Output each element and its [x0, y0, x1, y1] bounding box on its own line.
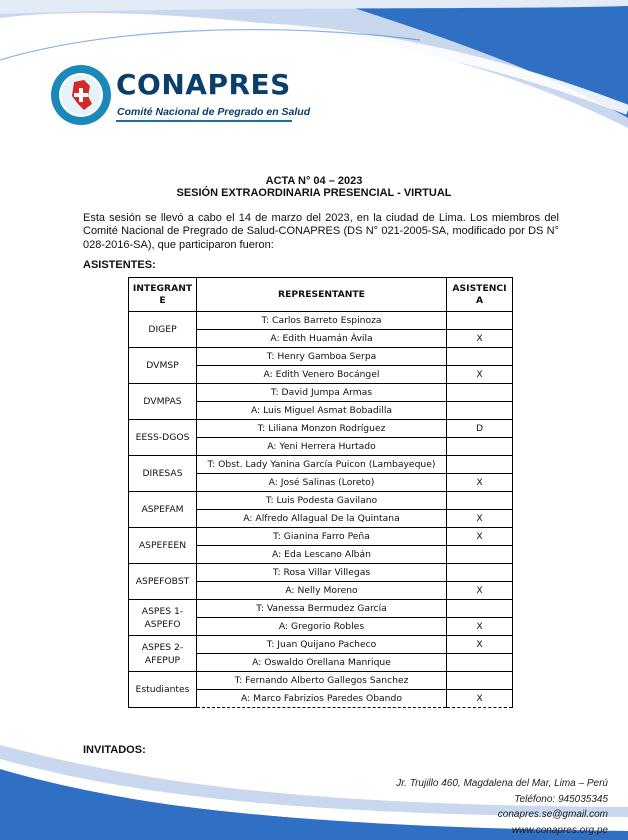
- representante-cell: A: Oswaldo Orellana Manrique: [197, 654, 447, 672]
- integrante-cell: ASPEFOBST: [129, 564, 197, 600]
- integrante-cell: DIGEP: [129, 312, 197, 348]
- asistencia-cell: [447, 456, 513, 474]
- asistencia-cell: X: [447, 582, 513, 600]
- table-body: [129, 312, 513, 708]
- integrante-cell: ASPES 1-ASPEFO: [129, 600, 197, 636]
- table-row: [129, 672, 513, 690]
- integrante-cell: ASPEFAM: [129, 492, 197, 528]
- brand-underline: [116, 120, 292, 122]
- footer-website[interactable]: www.conapres.org.pe: [511, 824, 608, 836]
- brand-name: CONAPRES: [116, 68, 291, 101]
- brand-subtitle: Comité Nacional de Pregrado en Salud: [117, 106, 311, 118]
- table-row: [129, 600, 513, 618]
- integrante-cell: EESS-DGOS: [129, 420, 197, 456]
- asistencia-cell: [447, 600, 513, 618]
- representante-cell: A: Luis Miguel Asmat Bobadilla: [197, 402, 447, 420]
- representante-cell: A: José Salinas (Loreto): [197, 474, 447, 492]
- representante-cell: T: Juan Quijano Pacheco: [197, 636, 447, 654]
- header-representante: REPRESENTANTE: [197, 278, 447, 312]
- asistencia-cell: [447, 492, 513, 510]
- document-subtitle: SESIÓN EXTRAORDINARIA PRESENCIAL - VIRTUAL: [176, 187, 452, 199]
- representante-cell: T: Vanessa Bermudez García: [197, 600, 447, 618]
- table-header-row: [129, 278, 513, 312]
- asistencia-cell: D: [447, 420, 513, 438]
- asistencia-cell: X: [447, 636, 513, 654]
- asistencia-cell: [447, 672, 513, 690]
- integrante-cell: DIRESAS: [129, 456, 197, 492]
- representante-cell: A: Yeni Herrera Hurtado: [197, 438, 447, 456]
- table-row: [129, 312, 513, 330]
- representante-cell: T: Carlos Barreto Espinoza: [197, 312, 447, 330]
- asistencia-cell: X: [447, 690, 513, 708]
- representante-cell: T: Henry Gamboa Serpa: [197, 348, 447, 366]
- representante-cell: T: Liliana Monzon Rodríguez: [197, 420, 447, 438]
- guests-heading: INVITADOS:: [83, 744, 146, 756]
- integrante-cell: ASPES 2-AFEPUP: [129, 636, 197, 672]
- footer-phone: Teléfono: 945035345: [514, 793, 608, 805]
- header-integrante: INTEGRANTE: [129, 278, 197, 312]
- integrante-cell: ASPEFEEN: [129, 528, 197, 564]
- header-asistencia: ASISTENCIA: [447, 278, 513, 312]
- asistencia-cell: [447, 654, 513, 672]
- representante-cell: A: Edith Huamán Ávila: [197, 330, 447, 348]
- document-title: ACTA N° 04 – 2023: [265, 175, 363, 187]
- asistencia-cell: [447, 312, 513, 330]
- representante-cell: T: Luis Podesta Gavilano: [197, 492, 447, 510]
- intro-paragraph: Esta sesión se llevó a cabo el 14 de marzo del 2023, en la ciudad de Lima. Los miembros del Comité Nacional de Pregrado de Salud-CONAPRES (DS N° 021-2005-SA, modificado por DS N° 028-2016-SA), que participaron fueron:: [83, 212, 559, 251]
- conapres-seal-icon: [50, 64, 112, 126]
- asistencia-cell: X: [447, 330, 513, 348]
- asistencia-cell: [447, 438, 513, 456]
- asistencia-cell: X: [447, 528, 513, 546]
- footer-address: Jr. Trujillo 460, Magdalena del Mar, Lima – Perú: [396, 778, 608, 789]
- table-row: [129, 420, 513, 438]
- integrante-cell: DVMSP: [129, 348, 197, 384]
- asistencia-cell: [447, 564, 513, 582]
- footer-email[interactable]: conapres.se@gmail.com: [497, 809, 608, 820]
- representante-cell: T: Rosa Villar Villegas: [197, 564, 447, 582]
- representante-cell: A: Edith Venero Bocángel: [197, 366, 447, 384]
- representante-cell: A: Nelly Moreno: [197, 582, 447, 600]
- representante-cell: A: Gregorio Robles: [197, 618, 447, 636]
- representante-cell: A: Marco Fabrizios Paredes Obando: [197, 690, 447, 708]
- asistencia-cell: [447, 546, 513, 564]
- table-row: [129, 564, 513, 582]
- asistencia-cell: X: [447, 366, 513, 384]
- table-row: [129, 456, 513, 474]
- asistencia-cell: X: [447, 474, 513, 492]
- representante-cell: T: Fernando Alberto Gallegos Sanchez: [197, 672, 447, 690]
- table-row: [129, 636, 513, 654]
- representante-cell: A: Eda Lescano Albán: [197, 546, 447, 564]
- representante-cell: A: Alfredo Allagual De la Quintana: [197, 510, 447, 528]
- integrante-cell: DVMPAS: [129, 384, 197, 420]
- attendees-heading: ASISTENTES:: [83, 259, 156, 271]
- table-row: [129, 384, 513, 402]
- footer-contact: [308, 776, 608, 838]
- asistencia-cell: X: [447, 510, 513, 528]
- asistencia-cell: [447, 402, 513, 420]
- integrante-cell: Estudiantes: [129, 672, 197, 708]
- representante-cell: T: David Jumpa Armas: [197, 384, 447, 402]
- table-row: [129, 348, 513, 366]
- representante-cell: T: Obst. Lady Yanina García Puicon (Lambayeque): [197, 456, 447, 474]
- asistencia-cell: [447, 384, 513, 402]
- table-row: [129, 528, 513, 546]
- asistencia-cell: [447, 348, 513, 366]
- representante-cell: T: Gianina Farro Peña: [197, 528, 447, 546]
- table-row: [129, 492, 513, 510]
- attendance-table: [128, 277, 513, 708]
- asistencia-cell: X: [447, 618, 513, 636]
